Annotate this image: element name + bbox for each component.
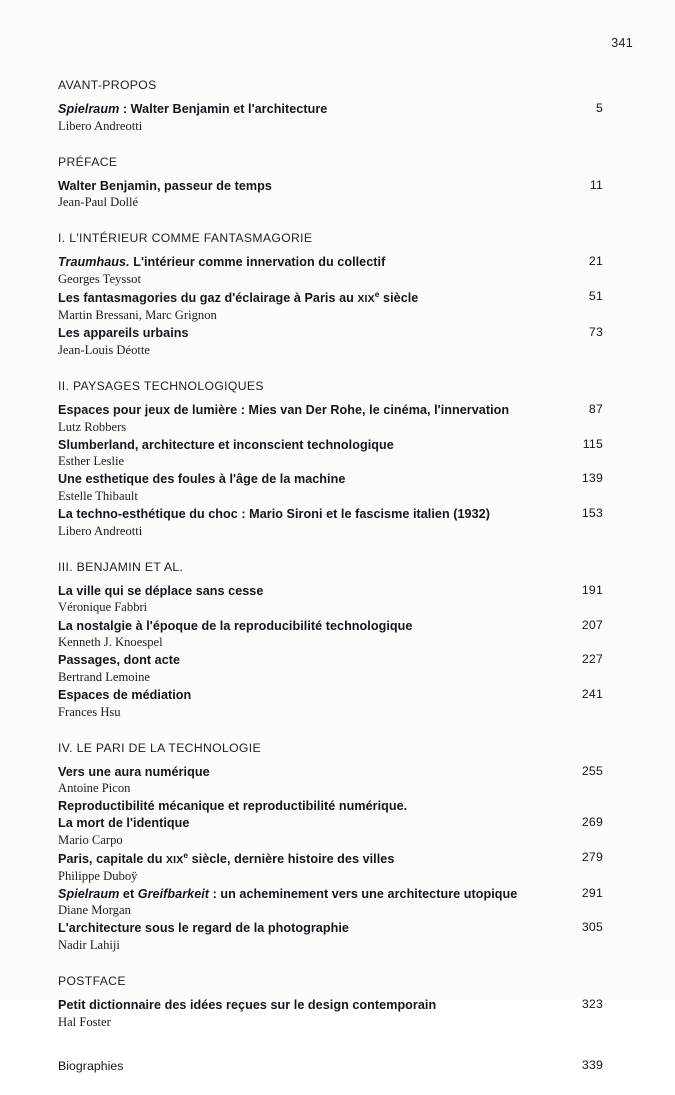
toc-entry[interactable] [58,997,603,1030]
toc-entry-author: Jean-Louis Déotte [58,342,150,357]
toc-entry-page-number: 73 [588,325,603,340]
toc-section-heading: IV. LE PARI DE LA TECHNOLOGIE [58,740,261,755]
toc-entry-title: La nostalgie à l'époque de la reproducibilité technologique [58,618,413,633]
toc-section [58,560,603,720]
toc-entry-title: La techno-esthétique du choc : Mario Sironi et le fascisme italien (1932) [58,507,490,522]
toc-entry-author: Martin Bressani, Marc Grignon [58,308,217,323]
toc-entry-page-number: 139 [581,471,603,486]
toc-entry-title: Slumberland, architecture et inconscient technologique [58,437,394,452]
toc-entry-title: Biographies [58,1058,124,1073]
toc-entry[interactable] [58,687,603,720]
toc-entry-title: Paris, capitale du XIXe siècle, dernière histoire des villes [58,849,395,866]
toc-section [58,78,603,134]
toc-section-heading: III. BENJAMIN ET AL. [58,559,184,574]
toc-entry-page-number: 255 [581,763,603,778]
toc-entry-title: L'architecture sous le regard de la photographie [58,921,349,936]
toc-entry-page-number: 227 [581,652,603,667]
toc-entry-page-number: 21 [588,254,603,269]
toc-entry-title: Traumhaus. L'intérieur comme innervation du collectif [58,255,386,270]
toc-entry-title: Les appareils urbains [58,326,189,341]
toc-section-heading: PRÉFACE [58,154,118,169]
toc-entry[interactable] [58,1058,603,1074]
toc-section-heading: I. L'INTÉRIEUR COMME FANTASMAGORIE [58,231,313,246]
table-of-contents [58,78,603,1095]
toc-entry-title: Spielraum : Walter Benjamin et l'architecture [58,102,328,116]
toc-entry-page-number: 11 [589,177,603,192]
toc-entry-title: Walter Benjamin, passeur de temps [58,178,272,193]
toc-section [58,741,603,954]
toc-section [58,1051,603,1074]
toc-section [58,231,603,357]
toc-entry-page-number: 269 [581,815,603,830]
toc-entry[interactable] [58,289,603,323]
toc-entry[interactable] [58,254,603,287]
toc-section-heading: II. PAYSAGES TECHNOLOGIQUES [58,378,264,393]
toc-entry[interactable] [58,920,603,953]
toc-entry-page-number: 115 [582,436,603,451]
page-number: 341 [611,36,633,50]
toc-entry[interactable] [58,764,603,797]
toc-entry-author: Kenneth J. Knoespel [58,635,163,650]
toc-entry-author: Libero Andreotti [58,523,143,538]
toc-entry[interactable] [58,652,603,685]
toc-entry-page-number: 279 [581,849,603,864]
toc-entry-page-number: 5 [595,101,603,115]
toc-section-heading: POSTFACE [58,974,126,989]
toc-entry-author: Jean-Paul Dollé [58,195,139,210]
toc-entry[interactable] [58,798,603,847]
toc-entry-author: Mario Carpo [58,832,123,847]
toc-entry-author: Georges Teyssot [58,272,141,287]
toc-entry-page-number: 153 [581,506,603,521]
toc-entry-author: Nadir Lahiji [58,938,120,953]
toc-entry-title: La ville qui se déplace sans cesse [58,583,264,598]
toc-entry-author: Libero Andreotti [58,118,143,133]
toc-entry-author: Estelle Thibault [58,488,138,503]
toc-entry-page-number: 305 [581,920,603,935]
toc-entry-title: Espaces de médiation [58,687,192,702]
toc-section-heading: AVANT-PROPOS [58,78,157,92]
toc-entry-author: Antoine Picon [58,781,131,796]
toc-entry-title: Espaces pour jeux de lumière : Mies van Der Rohe, le cinéma, l'innervation [58,402,510,417]
toc-entry[interactable] [58,471,603,504]
toc-entry-page-number: 51 [588,289,603,304]
toc-entry[interactable] [58,437,603,470]
toc-section [58,155,603,211]
toc-entry-page-number: 207 [581,617,603,632]
toc-entry[interactable] [58,402,603,435]
toc-entry-title: Les fantasmagories du gaz d'éclairage à Paris au XIXe siècle [58,289,419,306]
toc-entry-title: Reproductibilité mécanique et reproductibilité numérique. La mort de l'identique [58,799,408,830]
toc-entry-page-number: 191 [581,582,603,597]
toc-entry-author: Véronique Fabbri [58,600,148,615]
toc-entry-author: Bertrand Lemoine [58,669,150,684]
toc-entry-title: Spielraum et Greifbarkeit : un acheminement vers une architecture utopique [58,886,518,901]
toc-entry-author: Lutz Robbers [58,419,127,434]
toc-entry[interactable] [58,178,603,211]
toc-entry-page-number: 323 [581,997,603,1012]
toc-spacer [58,1051,603,1058]
toc-section [58,379,603,539]
toc-entry-title: Passages, dont acte [58,653,181,668]
toc-entry-title: Une esthetique des foules à l'âge de la machine [58,472,346,487]
toc-entry[interactable] [58,850,603,884]
toc-section [58,974,603,1030]
toc-entry-page-number: 241 [581,686,603,701]
toc-entry-author: Diane Morgan [58,903,131,918]
toc-entry[interactable] [58,886,603,919]
toc-entry-page-number: 87 [588,401,603,416]
toc-entry[interactable] [58,325,603,358]
toc-entry-page-number: 291 [581,885,603,900]
toc-entry[interactable] [58,506,603,539]
toc-entry[interactable] [58,101,603,134]
toc-entry-author: Esther Leslie [58,454,125,469]
toc-entry[interactable] [58,618,603,651]
toc-entry-author: Philippe Duboÿ [58,868,138,883]
toc-entry[interactable] [58,583,603,616]
toc-entry-author: Frances Hsu [58,704,121,719]
toc-entry-page-number: 339 [581,1057,603,1072]
toc-entry-author: Hal Foster [58,1014,111,1029]
toc-entry-title: Petit dictionnaire des idées reçues sur le design contemporain [58,998,437,1013]
toc-entry-title: Vers une aura numérique [58,764,210,779]
